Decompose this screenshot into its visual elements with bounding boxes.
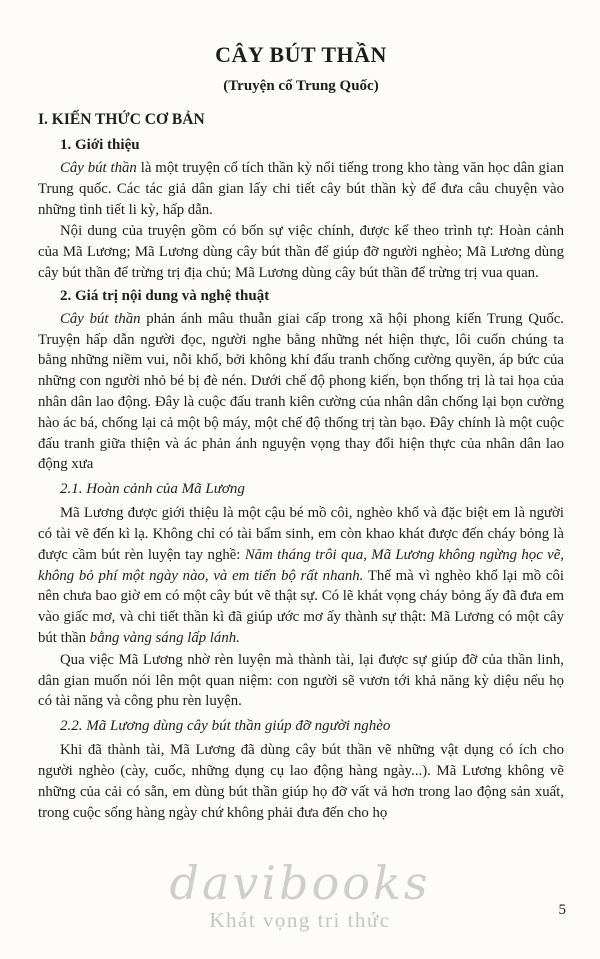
page-subtitle: (Truyện cổ Trung Quốc) — [223, 78, 379, 94]
heading-gioi-thieu: 1. Giới thiệu — [60, 137, 140, 153]
page-number: 5 — [558, 902, 566, 918]
section-heading-kien-thuc-co-ban: I. KIẾN THỨC CƠ BẢN — [38, 111, 205, 128]
watermark — [0, 856, 600, 933]
paragraph-intro-1: Cây bút thần là một truyện cổ tích thần kỳ nổi tiếng trong kho tàng văn học dân gian Trung quốc. Các tác giả dân gian lấy chi tiết cây bút thần kỳ để đưa câu chuyện vào những tình tiết li kỳ, hấp dẫn. — [38, 160, 564, 218]
page-title: CÂY BÚT THẦN — [215, 42, 387, 67]
heading-gia-tri-noi-dung: 2. Giá trị nội dung và nghệ thuật — [60, 287, 270, 304]
paragraph-hoan-canh-2: Qua việc Mã Lương nhờ rèn luyện mà thành tài, lại được sự giúp đỡ của thần linh, dân gian muốn nói lên một quan niệm: con người sẽ vươn tới khả năng kỳ diệu nếu họ có tài năng và công phu rèn luyện. — [38, 651, 564, 710]
watermark-tagline-text: Khát vọng tri thức — [209, 908, 391, 932]
paragraph-giup-do-nguoi-ngheo: Khi đã thành tài, Mã Lương đã dùng cây bút thần vẽ những vật dụng có ích cho người nghèo (cày, cuốc, những dụng cụ lao động hàng ngày...). Mã Lương không vẽ những của cải có sẵn, em dùng bút thần giúp họ đỡ vất vả hơn trong lao động sản xuất, trong cuộc sống hàng ngày chứ không phải đưa đến cho họ — [38, 742, 564, 821]
paragraph-gia-tri: Cây bút thần phản ánh mâu thuẫn giai cấp trong xã hội phong kiến Trung Quốc. Truyện hấp dẫn người đọc, người nghe bằng những nét hiện thực, lôi cuốn chúng ta bằng những niềm vui, nỗi khổ, bởi không khí đấu tranh chống cường quyền, áp bức của những con người nhỏ bé bị đè nén. Dưới chế độ phong kiến, bọn thống trị là tai họa của nhân dân lao động. Đây là cuộc đấu tranh kiên cường của nhân dân chống lại bọn cường hào ác bá, chống lại cả một bộ máy, một chế độ thống trị tàn bạo. Đây chính là một cuộc đấu tranh giữa thiện và ác phản ánh nguyện vọng thay đổi hiện thực của nhân dân lao động xưa — [38, 310, 564, 473]
watermark-brand-text: davibooks — [169, 856, 431, 910]
heading-2-1-hoan-canh: 2.1. Hoàn cảnh của Mã Lương — [60, 481, 245, 498]
paragraph-hoan-canh-1: Mã Lương được giới thiệu là một cậu bé mồ côi, nghèo khổ và đặc biệt em là người có tài vẽ đến kì lạ. Không chỉ có tài bẩm sinh, em còn khao khát được đến cháy bỏng là được cầm bút rèn luyện tay nghề: Năm tháng trôi qua, Mã Lương không ngừng học vẽ, không bỏ phí một ngày nào, và em tiến bộ rất nhanh. Thế mà vì nghèo khổ lại mồ côi nên chưa bao giờ em có một cây bút vẽ thật sự. Có lẽ khát vọng cháy bỏng ấy đã đưa em vào giấc mơ, và chi tiết thần kì đã giúp ước mơ ấy thành sự thật: Mã Lương có một cây bút thần bằng vàng sáng lấp lánh. — [38, 505, 564, 646]
paragraph-intro-2: Nội dung của truyện gồm có bốn sự việc chính, được kể theo trình tự: Hoàn cảnh của Mã Lương; Mã Lương dùng cây bút thần để giúp đỡ người nghèo; Mã Lương dùng cây bút thần để trừng trị địa chủ; Mã Lương dùng cây bút thần để trừng trị vua quan. — [38, 223, 564, 281]
heading-2-2-giup-do-nguoi-ngheo: 2.2. Mã Lương dùng cây bút thần giúp đỡ người nghèo — [60, 718, 391, 735]
